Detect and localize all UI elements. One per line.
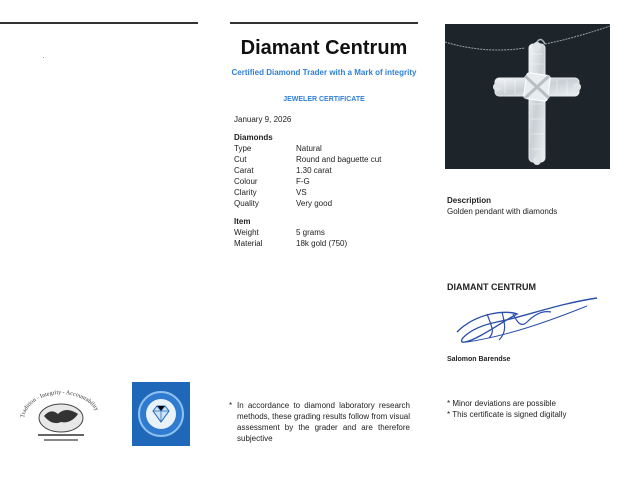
svg-text:Tradition - Integrity - Accoun: Tradition - Integrity - Accountability	[20, 389, 100, 419]
row-label: Material	[234, 239, 263, 248]
tradition-integrity-seal	[16, 388, 106, 453]
footnote-star: *	[229, 401, 233, 410]
row-value: VS	[296, 188, 307, 197]
brand-title: Diamant Centrum	[240, 37, 408, 59]
row-value: F-G	[296, 177, 310, 186]
item-row	[234, 239, 414, 250]
row-label: Colour	[234, 177, 258, 186]
row-value: 18k gold (750)	[296, 239, 348, 248]
row-label: Clarity	[234, 188, 257, 197]
footnote-signed-digitally: * This certificate is signed digitally	[447, 410, 567, 419]
dot	[43, 57, 44, 58]
handwritten-signature	[447, 292, 607, 357]
diamond-row	[234, 155, 414, 166]
row-value: 1.30 carat	[296, 166, 332, 175]
tagline: Certified Diamond Trader with a Mark of integrity	[231, 68, 417, 77]
diamonds-section-title: Diamonds	[234, 133, 273, 142]
footnote-text: In accordance to diamond laboratory research methods, these grading results follow from visual assessment by the grader and are therefore subjective	[237, 401, 410, 443]
top-rule-center	[230, 22, 418, 24]
diamond-row	[234, 144, 414, 155]
certificate-type: JEWELER CERTIFICATE	[283, 96, 365, 103]
description-title: Description	[447, 196, 492, 205]
diamond-row	[234, 188, 414, 199]
row-label: Cut	[234, 155, 247, 164]
row-value: 5 grams	[296, 228, 325, 237]
item-section-title: Item	[234, 217, 251, 226]
row-label: Quality	[234, 199, 259, 208]
row-label: Type	[234, 144, 252, 153]
diamond-row	[234, 166, 414, 177]
row-value: Very good	[296, 199, 333, 208]
diamond-row	[234, 177, 414, 188]
grading-footnote	[230, 400, 410, 444]
row-label: Weight	[234, 228, 259, 237]
signature-brand: DIAMANT CENTRUM	[447, 282, 536, 292]
pendant-photo	[445, 24, 610, 169]
footnote-minor-deviations: * Minor deviations are possible	[447, 399, 556, 408]
description-text: Golden pendant with diamonds	[447, 207, 558, 216]
row-value: Round and baguette cut	[296, 155, 382, 164]
row-label: Carat	[234, 166, 254, 175]
certificate-date: January 9, 2026	[234, 115, 292, 124]
diamond-seal-badge	[132, 382, 190, 446]
diamond-row	[234, 199, 414, 210]
signatory-name: Salomon Barendse	[447, 356, 511, 363]
top-rule-left	[0, 22, 198, 24]
row-value: Natural	[296, 144, 322, 153]
item-row	[234, 228, 414, 239]
